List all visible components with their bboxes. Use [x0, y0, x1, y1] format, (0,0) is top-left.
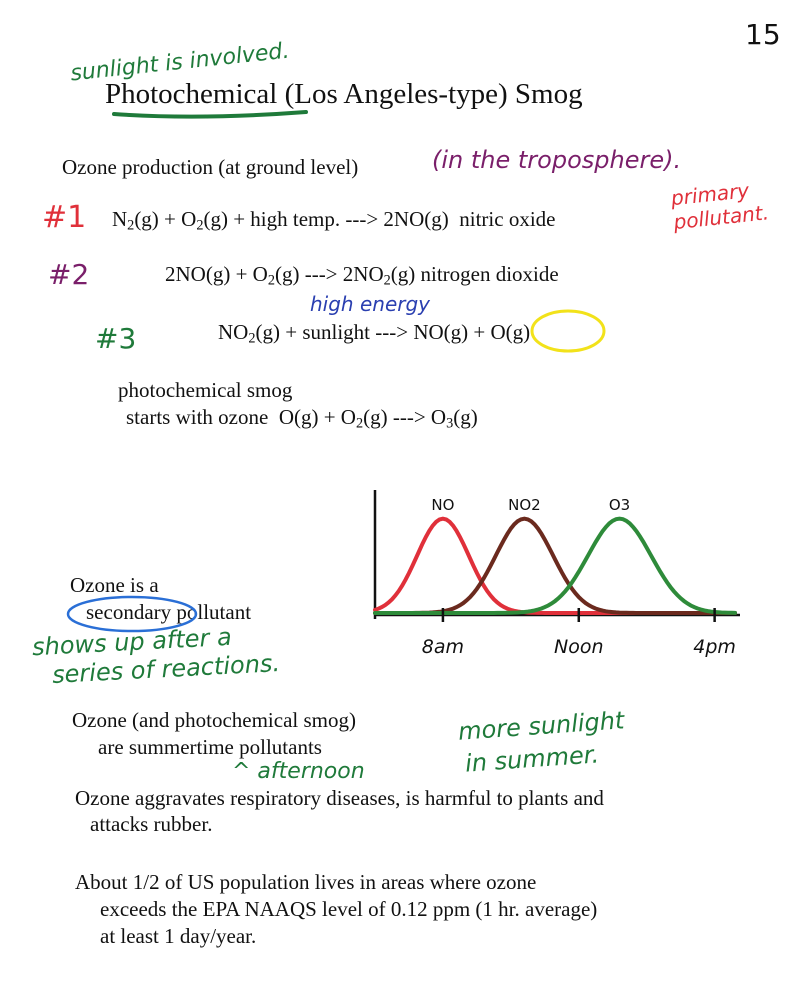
x-tick-label-0: 8am [421, 636, 465, 658]
series-label-0: NO [431, 496, 455, 514]
high-energy-note: high energy [310, 292, 430, 316]
x-tick-label-1: Noon [554, 636, 604, 658]
summertime-line-1: Ozone (and photochemical smog) [72, 708, 356, 732]
pollutant-graph [360, 480, 740, 670]
reaction-1: $N_2(g) + O_2(g)$ + high temp. ---> 2NO(g) nitric oxide [112, 207, 556, 234]
title-underline [110, 108, 310, 122]
reaction-2-marker: #2 [48, 258, 90, 291]
page-number: 15 [745, 18, 781, 51]
aggravates-line-2: attacks rubber. [90, 812, 213, 836]
secondary-word: secondary [86, 600, 172, 624]
oxygen-atom-circle [528, 306, 608, 356]
photochem-line-1: photochemical smog [118, 378, 293, 402]
secondary-line-1: Ozone is a [70, 573, 159, 597]
page-title: Photochemical (Los Angeles-type) Smog [105, 78, 583, 110]
x-tick-label-2: 4pm [693, 636, 736, 658]
title-note: sunlight is involved. [69, 38, 291, 87]
summertime-line-2: are summertime pollutants [98, 735, 322, 759]
ozone-production-label: Ozone production (at ground level) [62, 155, 359, 179]
series-label-2: O3 [608, 496, 631, 514]
primary-pollutant-note: primary pollutant. [669, 178, 771, 235]
reaction-3: $NO_2(g)$ + sunlight ---> NO(g) + O(g) [218, 320, 531, 347]
aggravates-line-1: Ozone aggravates respiratory diseases, is harmful to plants and [75, 786, 604, 810]
secondary-word-rest: pollutant [171, 600, 252, 624]
secondary-note-1: shows up after a [31, 622, 233, 662]
population-line-1: About 1/2 of US population lives in areas where ozone [75, 870, 537, 894]
population-line-3: at least 1 day/year. [100, 924, 257, 948]
reaction-3-marker: #3 [95, 322, 137, 355]
secondary-note-2: series of reactions. [51, 649, 281, 689]
photochem-line-2: starts with ozone $O(g) + O_2(g)$ ---> $O_3(g)$ [126, 405, 478, 432]
series-label-1: NO2 [508, 496, 541, 514]
sunlight-note-1: more sunlight [457, 706, 626, 746]
afternoon-note: ^ afternoon [232, 759, 365, 784]
troposphere-note: (in the troposphere). [432, 146, 682, 174]
reaction-2: $2NO(g) + O_2(g)$ ---> $2NO_2(g)$ nitrogen dioxide [165, 262, 559, 289]
photochem-line-2-text: starts with ozone [126, 405, 269, 429]
reaction-1-marker: #1 [42, 200, 87, 235]
sunlight-note-2: in summer. [464, 740, 600, 778]
population-line-2: exceeds the EPA NAAQS level of 0.12 ppm (1 hr. average) [100, 897, 598, 921]
